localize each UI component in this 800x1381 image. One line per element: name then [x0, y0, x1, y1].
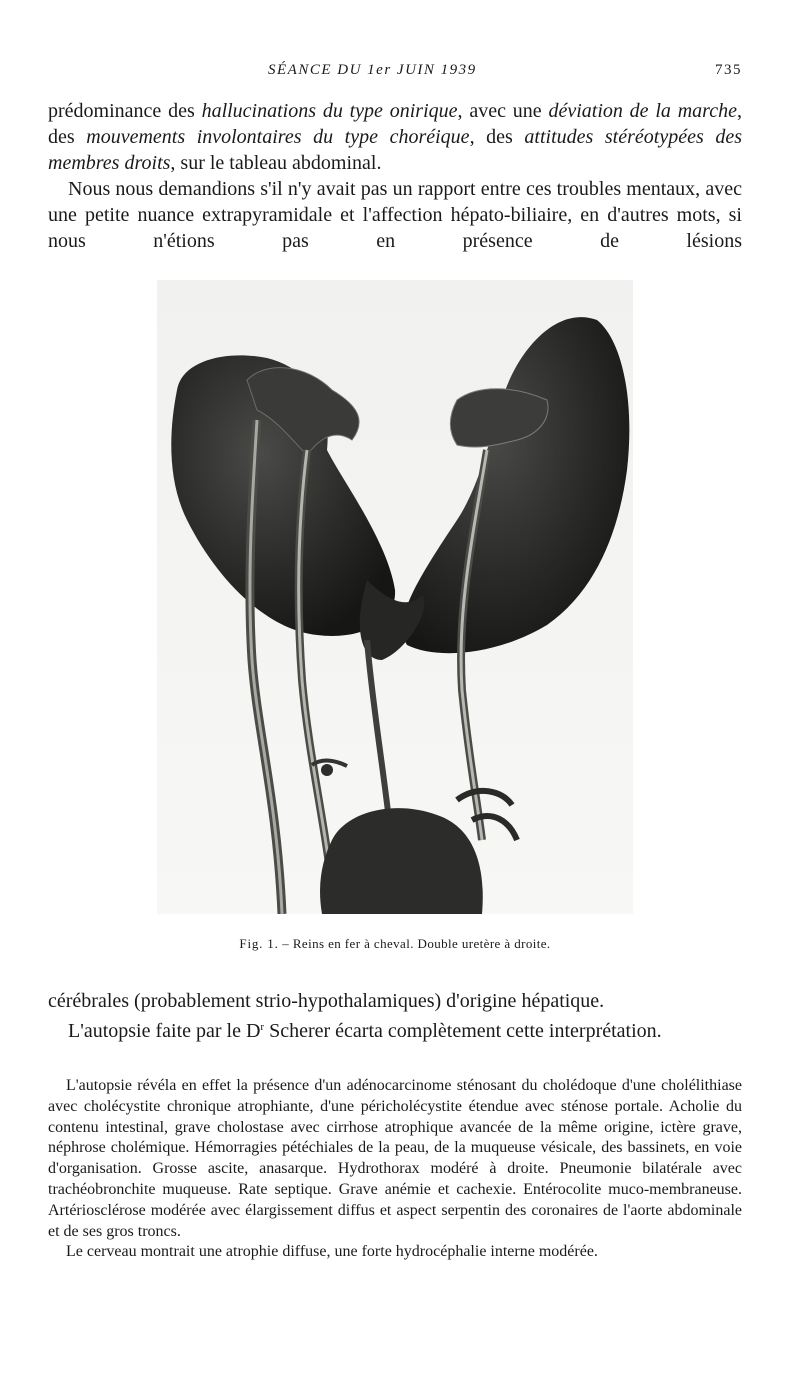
paragraph-autopsy-intro [48, 1014, 742, 1044]
vessel-knot [321, 764, 333, 776]
paragraph-brain-findings: Le cerveau montrait une atrophie diffuse, une forte hydrocéphalie interne modérée. [66, 1243, 598, 1261]
emphasis-mouvements: mouvements involontaires du type choréique [86, 126, 470, 148]
superscript: r [260, 1021, 265, 1033]
autopsy-findings-block [48, 1076, 742, 1263]
emphasis-deviation: déviation de la marche [548, 100, 737, 122]
text-run: L'autopsie faite par le D [68, 1020, 261, 1042]
text-run: , des [48, 100, 742, 148]
text-run: , avec une [457, 100, 549, 122]
paragraph-continuation [48, 98, 742, 176]
text-run: prédominance des [48, 100, 202, 122]
figure-horseshoe-kidney-photo [157, 280, 633, 914]
emphasis-hallucinations: hallucinations du type onirique [201, 100, 458, 122]
top-text-block [48, 98, 742, 254]
emphasis-attitudes: attitudes stéréotypées des membres droits [48, 126, 742, 174]
figure-caption-text: – Reins en fer à cheval. Double uretère à droite. [278, 936, 551, 951]
paragraph-autopsy-findings: L'autopsie révéla en effet la présence d'un adénocarcinome sténosant du cholédoque d'une cholélithiase avec cholécystite chronique atrophiante, d'une péricholécystite étendue avec sténose portale. Acholie du contenu intestinal, grave cholostase avec cirrhose atrophique avancée de la même origine, ictère grave, néphrose cholémique. Hémorragies pétéchiales de la peau, de la muqueuse vésicale, des bassinets, en voie d'organisation. Grosse ascite, anasarque. Hydrothorax modéré à droite. Pneumonie bilatérale avec trachéobronchite muqueuse. Rate septique. Grave anémie et cachexie. Entérocolite muco-membraneuse. Artériosclérose modérée avec élargissement diffus et aspect serpentin des coronaires de l'aorte abdominale et de ses gros troncs. [48, 1077, 742, 1240]
text-run: Scherer écarta complètement cette interprétation. [264, 1020, 662, 1042]
figure-caption [48, 936, 742, 952]
paragraph-hypothesis: Nous nous demandions s'il n'y avait pas un rapport entre ces troubles mentaux, avec une petite nuance extrapyramidale et l'affection hépato-biliaire, en d'autres mots, si nous n'étions pas en présence de lésions [48, 178, 742, 252]
specimen-photograph [157, 280, 633, 914]
middle-text-block [48, 988, 742, 1044]
text-run: , des [469, 126, 525, 148]
text-run: , sur le tableau abdominal. [170, 152, 382, 174]
figure-label: Fig. 1. [239, 936, 279, 951]
page-number: 735 [715, 62, 742, 78]
paragraph-cerebral-lesions: cérébrales (probablement strio-hypothalamiques) d'origine hépatique. [48, 990, 605, 1012]
running-head-title: SÉANCE DU 1er JUIN 1939 [268, 62, 477, 78]
